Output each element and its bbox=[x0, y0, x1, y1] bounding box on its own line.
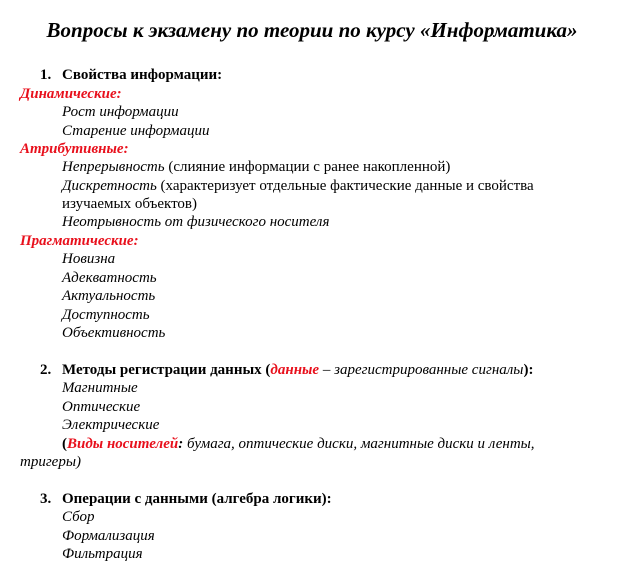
list-item: Объективность bbox=[62, 325, 166, 341]
carriers-text: бумага, оптические диски, магнитные диски и ленты, bbox=[183, 436, 535, 452]
list-item: Магнитные bbox=[62, 380, 138, 396]
list-item: Старение информации bbox=[62, 123, 210, 139]
list-item: Электрические bbox=[62, 417, 160, 433]
list-item: Оптические bbox=[62, 399, 141, 415]
section-heading-close: ): bbox=[523, 362, 534, 378]
list-item: Формализация bbox=[62, 528, 155, 544]
section-heading-term: данные bbox=[270, 362, 320, 378]
section-number: 3. bbox=[40, 491, 52, 507]
carriers-colon: : bbox=[178, 436, 184, 452]
category-label-pragmatic: Прагматические: bbox=[20, 233, 139, 249]
list-item bbox=[62, 158, 450, 176]
list-item bbox=[62, 177, 534, 195]
list-item-note: (слияние информации с ранее накопленной) bbox=[164, 159, 451, 175]
category-label-dynamic: Динамические: bbox=[20, 86, 122, 102]
list-item: Актуальность bbox=[62, 288, 156, 304]
carriers-open: ( bbox=[62, 436, 67, 452]
list-item: Сбор bbox=[62, 509, 95, 525]
list-item: Доступность bbox=[62, 307, 150, 323]
section-heading-definition: – зарегистрированные сигналы bbox=[319, 362, 524, 378]
list-item: Неотрывность от физического носителя bbox=[62, 214, 330, 230]
list-item: Адекватность bbox=[62, 270, 157, 286]
section-number: 1. bbox=[40, 67, 52, 83]
section-heading-text: Методы регистрации данных ( bbox=[62, 362, 271, 378]
carriers-label: Виды носителей bbox=[67, 436, 179, 452]
page-title: Вопросы к экзамену по теории по курсу «Информатика» bbox=[46, 18, 578, 42]
list-item-note: (характеризует отдельные фактические данные и свойства bbox=[156, 178, 534, 194]
list-item: Фильтрация bbox=[62, 546, 143, 562]
list-item: Новизна bbox=[62, 251, 116, 267]
carriers-note bbox=[62, 435, 535, 453]
section-heading: Операции с данными (алгебра логики): bbox=[62, 491, 332, 507]
category-label-attributive: Атрибутивные: bbox=[20, 141, 129, 157]
section-heading: Свойства информации: bbox=[62, 67, 223, 83]
list-item-note-continued: изучаемых объектов) bbox=[62, 196, 198, 212]
section-heading bbox=[62, 361, 533, 379]
list-item-term: Дискретность bbox=[62, 178, 157, 194]
list-item: Рост информации bbox=[62, 104, 179, 120]
section-number: 2. bbox=[40, 362, 52, 378]
carriers-text-continued: тригеры) bbox=[20, 454, 81, 470]
list-item-term: Непрерывность bbox=[62, 159, 165, 175]
